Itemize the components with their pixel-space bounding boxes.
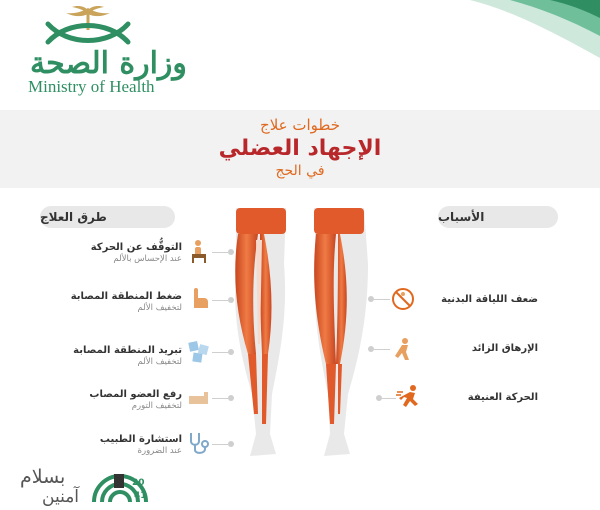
vision-year-top: 20 — [132, 478, 145, 488]
leader-dot — [228, 395, 234, 401]
leg-muscles-illustration — [222, 204, 378, 466]
treatment-item — [42, 291, 182, 313]
leader-dot — [228, 249, 234, 255]
leader-line — [382, 398, 396, 399]
slogan-line2: آمنين — [42, 487, 80, 507]
leader-dot — [228, 349, 234, 355]
treatment-subtitle: لتخفيف التورم — [131, 401, 182, 411]
decorative-swoosh — [450, 0, 600, 60]
treatment-title: رفع العضو المصاب — [89, 389, 182, 400]
treatment-item — [42, 242, 182, 264]
page-title: الإجهاد العضلي — [218, 136, 382, 161]
vision-year-bottom: 41 — [134, 491, 147, 501]
raised-leg-icon — [186, 384, 212, 410]
cause-item — [428, 294, 538, 305]
leader-line — [212, 252, 228, 253]
treatment-title: تبريد المنطقة المصابة — [73, 345, 182, 356]
running-icon — [396, 384, 422, 410]
treatment-subtitle: عند الضرورة — [137, 446, 182, 456]
person-sitting-icon — [186, 238, 212, 264]
treatment-subtitle: لتخفيف الألم — [137, 303, 182, 313]
hand-press-icon — [186, 286, 212, 312]
causes-heading: الأسباب — [438, 206, 558, 228]
no-fitness-icon — [390, 286, 416, 312]
fatigue-icon — [390, 336, 416, 362]
cause-title: الإرهاق الزائد — [471, 343, 538, 354]
title-line1: خطوات علاج — [260, 116, 340, 134]
leader-dot — [228, 297, 234, 303]
treatment-subtitle: عند الإحساس بالألم — [113, 254, 182, 264]
leader-line — [374, 349, 390, 350]
treatment-item — [42, 389, 182, 411]
leader-line — [212, 352, 228, 353]
leader-line — [212, 300, 228, 301]
treatments-heading: طرق العلاج — [40, 206, 175, 228]
leader-dot — [228, 441, 234, 447]
cause-title: الحركة العنيفة — [467, 392, 538, 403]
leader-line — [374, 299, 390, 300]
cause-title: ضعف اللياقة البدنية — [441, 294, 538, 305]
treatment-title: ضغط المنطقة المصابة — [70, 291, 182, 302]
title-line3: في الحج — [275, 163, 325, 179]
ice-cubes-icon — [186, 338, 212, 364]
treatment-item — [42, 345, 182, 367]
slogan-line1: بسلام — [20, 466, 66, 488]
treatment-title: استشارة الطبيب — [99, 434, 182, 445]
treatment-subtitle: لتخفيف الألم — [137, 357, 182, 367]
cause-item — [428, 392, 538, 403]
treatment-title: التوقُّف عن الحركة — [90, 242, 182, 253]
cause-item — [428, 343, 538, 354]
leader-line — [212, 398, 228, 399]
ministry-name-en: Ministry of Health — [28, 77, 155, 96]
ministry-name-ar: وزارة الصحة — [30, 46, 187, 81]
leader-line — [212, 444, 228, 445]
stethoscope-icon — [186, 430, 212, 456]
moh-logo-icon — [38, 4, 138, 48]
